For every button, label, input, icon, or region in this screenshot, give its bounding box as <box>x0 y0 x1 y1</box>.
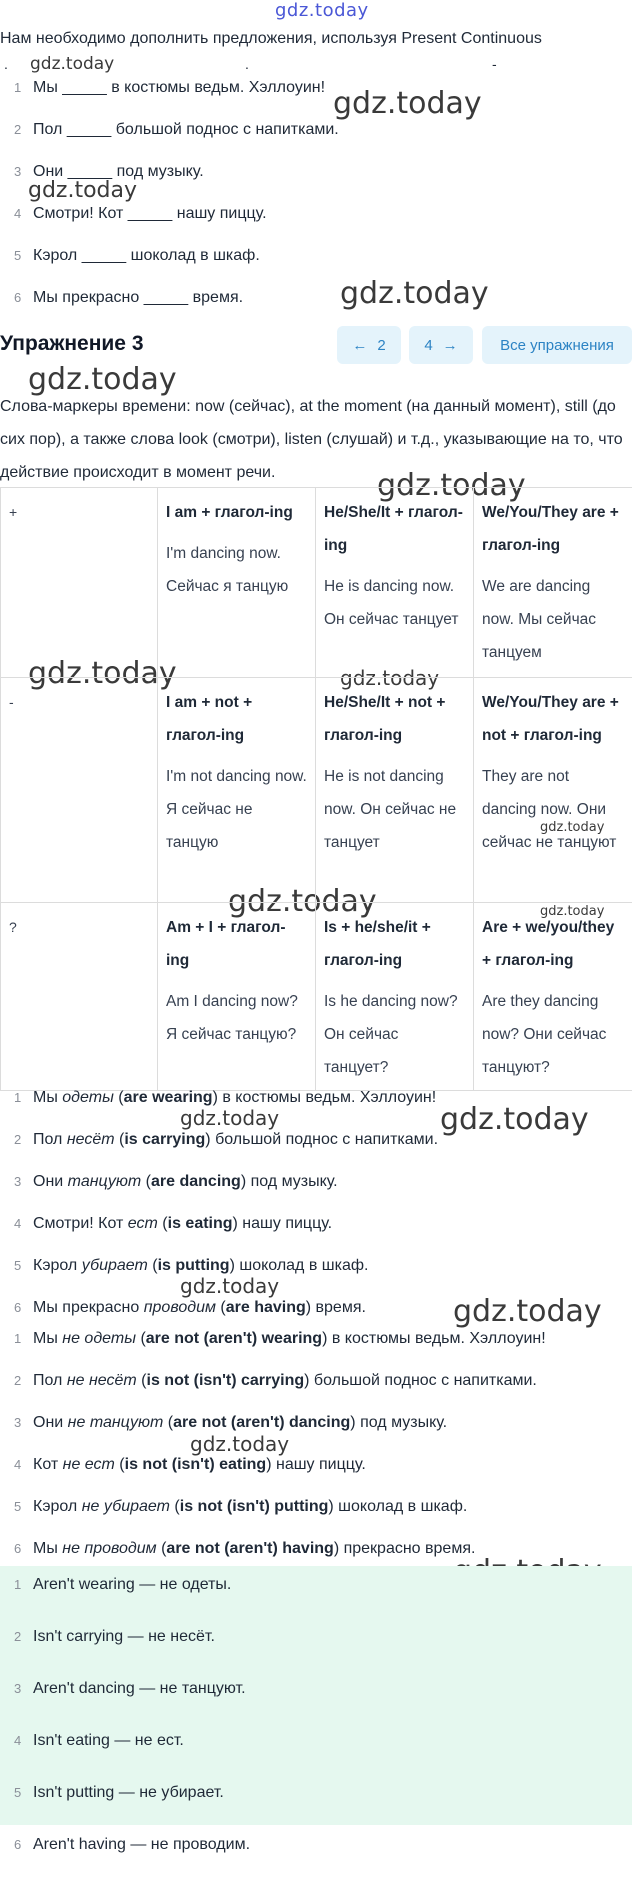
grammar-table <box>0 487 632 1091</box>
watermark: gdz.today <box>180 1106 279 1130</box>
watermark: gdz.today <box>340 276 489 311</box>
watermark: gdz.today <box>540 820 604 835</box>
list-item: 2 Пол не несёт (is not (isn't) carrying) большой поднос с напитками. <box>0 1369 632 1411</box>
watermark: gdz.today <box>28 178 137 203</box>
table-cell: We/You/They are + глагол-ing We are dancing now. Мы сейчас танцуем <box>474 488 632 678</box>
watermark: gdz.today <box>30 54 114 74</box>
watermark: gdz.today <box>540 904 604 919</box>
list-item: 3 Они не танцуют (are not (aren't) dancing) под музыку. <box>0 1411 632 1453</box>
list-item: 1 Мы не одеты (are not (aren't) wearing) в костюмы ведьм. Хэллоуин! <box>0 1327 632 1369</box>
table-cell-sign: ? <box>1 903 158 1091</box>
table-row <box>1 903 632 1091</box>
table-cell-sign: + <box>1 488 158 678</box>
list-item: 3 Они _____ под музыку. <box>0 160 632 202</box>
list-item: 1 Мы _____ в костюмы ведьм. Хэллоуин! <box>0 76 632 118</box>
task-mark: . <box>245 56 249 72</box>
list-item: 4 Кот не ест (is not (isn't) eating) нашу пиццу. <box>0 1453 632 1495</box>
watermark: gdz.today <box>333 86 482 121</box>
table-cell: Is + he/she/it + глагол-ing Is he dancing now? Он сейчас танцует? <box>316 903 474 1091</box>
list-item: 5 Кэрол не убирает (is not (isn't) putting) шоколад в шкаф. <box>0 1495 632 1537</box>
table-cell-sign: - <box>1 678 158 903</box>
watermark-logo: gdz.today <box>275 0 369 21</box>
watermark: gdz.today <box>228 884 377 919</box>
watermark: gdz.today <box>453 1294 602 1329</box>
watermark: gdz.today <box>377 468 526 503</box>
list-item: 6 Мы прекрасно _____ время. <box>0 286 632 328</box>
task-mark: . <box>4 56 8 72</box>
list-item: 5 Isn't putting — не убирает. <box>0 1774 632 1826</box>
all-exercises-button[interactable]: Все упражнения <box>482 326 632 364</box>
watermark: gdz.today <box>440 1102 589 1137</box>
table-cell: I am + глагол-ing I'm dancing now. Сейчас я танцую <box>158 488 316 678</box>
list-item: 5 Кэрол _____ шоколад в шкаф. <box>0 244 632 286</box>
list-item: 6 Мы прекрасно проводим (are having) время. <box>0 1296 632 1338</box>
answers-negative-list <box>0 1327 632 1579</box>
intro-text: Слова-маркеры времени: now (сейчас), at the moment (на данный момент), still (до сих пор), а также слова look (смотри), listen (слушай) и т.д., указывающие на то, что действие происходит в момент речи. <box>0 390 632 489</box>
task-text: Нам необходимо дополнить предложения, используя Present Continuous <box>0 30 542 48</box>
list-item: 4 Isn't eating — не ест. <box>0 1722 632 1774</box>
list-item: 3 Они танцуют (are dancing) под музыку. <box>0 1170 632 1212</box>
table-row <box>1 488 632 678</box>
table-cell: Am + I + глагол-ing Am I dancing now? Я сейчас танцую? <box>158 903 316 1091</box>
list-item: 4 Смотри! Кот _____ нашу пиццу. <box>0 202 632 244</box>
arrow-right-icon: → <box>443 337 458 354</box>
table-row <box>1 678 632 903</box>
list-item: 2 Isn't carrying — не несёт. <box>0 1618 632 1670</box>
contractions-list <box>0 1566 632 1825</box>
watermark: gdz.today <box>28 362 177 397</box>
arrow-left-icon: ← <box>352 337 367 354</box>
watermark: gdz.today <box>190 1432 289 1456</box>
list-item: 6 Aren't having — не проводим. <box>0 1826 632 1878</box>
section-title: Упражнение 3 <box>0 332 144 356</box>
list-item: 2 Пол _____ большой поднос с напитками. <box>0 118 632 160</box>
list-item: 1 Aren't wearing — не одеты. <box>0 1566 632 1618</box>
watermark: gdz.today <box>340 666 439 690</box>
answers-positive-list <box>0 1086 632 1338</box>
exercise-list <box>0 76 632 328</box>
list-item: 5 Кэрол убирает (is putting) шоколад в шкаф. <box>0 1254 632 1296</box>
watermark: gdz.today <box>28 656 177 691</box>
next-exercise-button[interactable]: 4 → <box>409 326 473 364</box>
list-item: 2 Пол несёт (is carrying) большой поднос с напитками. <box>0 1128 632 1170</box>
task-mark: - <box>492 56 497 72</box>
list-item: 3 Aren't dancing — не танцуют. <box>0 1670 632 1722</box>
list-item: 6 Мы не проводим (are not (aren't) having) прекрасно время. <box>0 1537 632 1579</box>
table-cell: He/She/It + глагол-ing He is dancing now. Он сейчас танцует <box>316 488 474 678</box>
watermark: gdz.today <box>180 1274 279 1298</box>
table-cell: Are + we/you/they + глагол-ing Are they dancing now? Они сейчас танцуют? <box>474 903 632 1091</box>
list-item: 1 Мы одеты (are wearing) в костюмы ведьм. Хэллоуин! <box>0 1086 632 1128</box>
prev-exercise-button[interactable]: ← 2 <box>337 326 401 364</box>
table-cell: He/She/It + not + глагол-ing He is not dancing now. Он сейчас не танцует <box>316 678 474 903</box>
table-cell: I am + not + глагол-ing I'm not dancing now. Я сейчас не танцую <box>158 678 316 903</box>
table-cell: We/You/They are + not + глагол-ing They are not dancing now. Они сейчас не танцуют <box>474 678 632 903</box>
list-item: 4 Смотри! Кот ест (is eating) нашу пиццу. <box>0 1212 632 1254</box>
